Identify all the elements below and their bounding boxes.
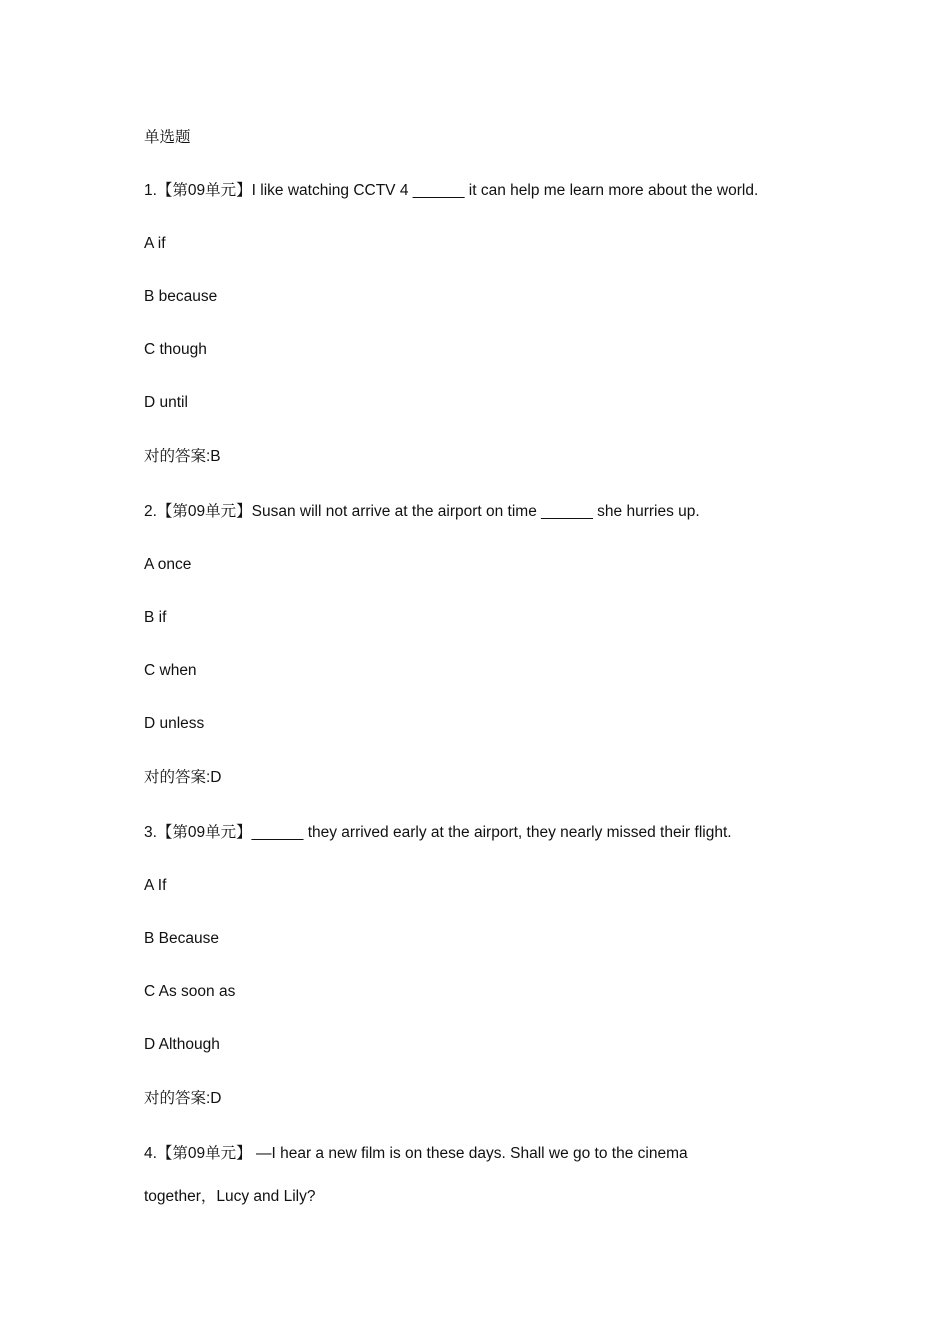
question-3-option-b: B Because xyxy=(144,930,219,947)
question-2-option-c: C when xyxy=(144,662,197,679)
question-3-option-c: C As soon as xyxy=(144,983,236,1000)
question-4-stem-line-1: 4.【第09单元】 —I hear a new film is on these days. Shall we go to the cinema xyxy=(144,1145,688,1162)
question-2-option-d: D unless xyxy=(144,715,205,732)
question-1-option-b: B because xyxy=(144,288,218,305)
question-3-option-d: D Although xyxy=(144,1036,220,1053)
question-3-answer: 对的答案:D xyxy=(144,1090,222,1107)
question-2-answer: 对的答案:D xyxy=(144,769,222,786)
question-1-option-a: A if xyxy=(144,235,166,252)
question-2-stem: 2.【第09单元】Susan will not arrive at the airport on time ______ she hurries up. xyxy=(144,503,700,520)
question-3-option-a: A If xyxy=(144,877,167,894)
question-2-option-b: B if xyxy=(144,609,167,626)
question-1-stem: 1.【第09单元】I like watching CCTV 4 ______ it can help me learn more about the world. xyxy=(144,182,759,199)
question-4-stem-line-2: together，Lucy and Lily? xyxy=(144,1188,316,1205)
question-3-stem: 3.【第09单元】______ they arrived early at the airport, they nearly missed their flight. xyxy=(144,824,732,841)
question-2-option-a: A once xyxy=(144,556,192,573)
question-1-answer: 对的答案:B xyxy=(144,448,221,465)
question-1-option-d: D until xyxy=(144,394,188,411)
section-title: 单选题 xyxy=(144,128,191,146)
question-1-option-c: C though xyxy=(144,341,207,358)
